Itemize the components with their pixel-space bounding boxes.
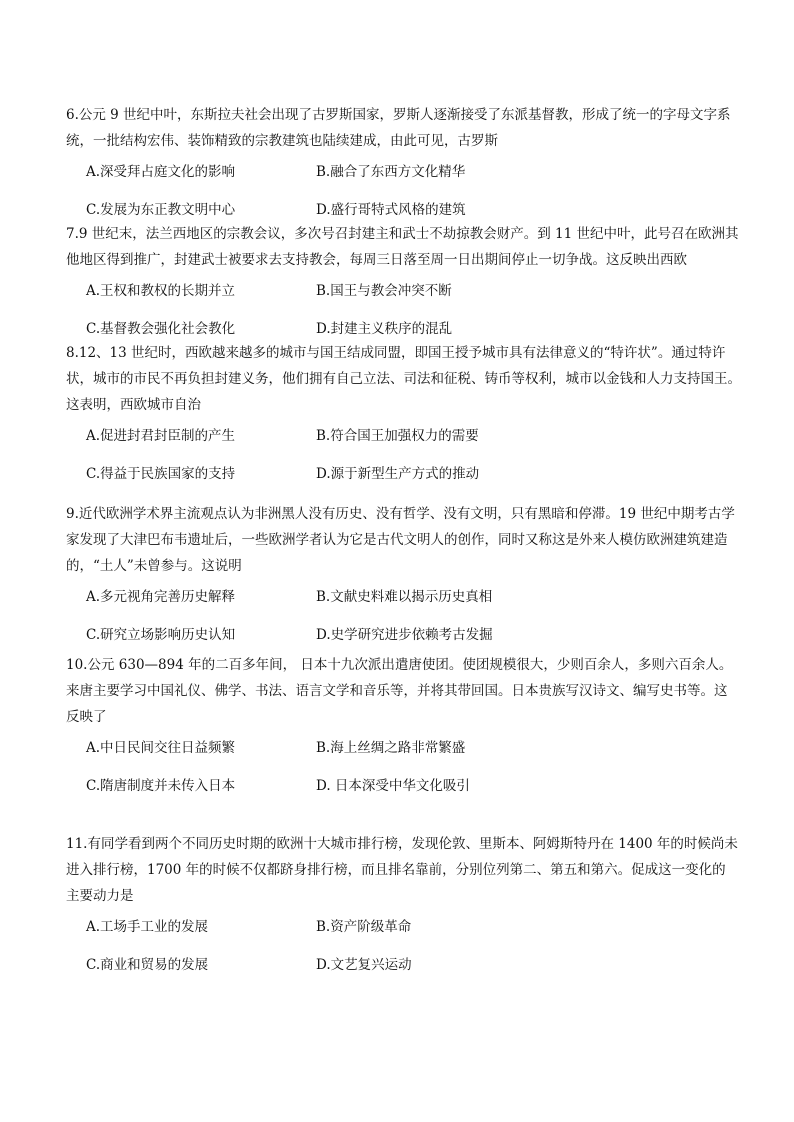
options-row (66, 198, 746, 222)
option-d[interactable]: D.封建主义秩序的混乱 (316, 321, 453, 337)
option-b[interactable]: B.符合国王加强权力的需要 (316, 428, 479, 444)
question-stem-line: 他地区得到推广，封建武士被要求去支持教会，每周三日落至周一日出期间停止一切争战。这反映出西欧 (66, 252, 687, 268)
option-a[interactable]: A.深受拜占庭文化的影响 (86, 164, 236, 180)
options-row (66, 915, 746, 939)
options-row (66, 160, 746, 184)
options-row (66, 585, 746, 609)
question-stem-line: 的，“土人”未曾参与。这说明 (66, 558, 242, 574)
question-stem-line: 7.9 世纪末，法兰西地区的宗教会议，多次号召封建主和武士不劫掠教会财产。到 11 世纪中叶，此号召在欧洲其 (66, 226, 739, 242)
options-row (66, 623, 746, 647)
question-stem-line: 9.近代欧洲学术界主流观点认为非洲黑人没有历史、没有哲学、没有文明，只有黑暗和停滞。19 世纪中期考古学 (66, 506, 735, 522)
option-c[interactable]: C.商业和贸易的发展 (86, 957, 209, 973)
question-stem-line: 6.公元 9 世纪中叶，东斯拉夫社会出现了古罗斯国家，罗斯人逐渐接受了东派基督教，形成了统一的字母文字系 (66, 107, 731, 123)
question-stem-line: 这表明，西欧城市自治 (66, 397, 201, 413)
question-stem-line: 进入排行榜，1700 年的时候不仅都跻身排行榜，而且排名靠前，分别位列第二、第五和第六。促成这一变化的 (66, 862, 726, 878)
question-stem-line: 家发现了大津巴布韦遗址后，一些欧洲学者认为它是古代文明人的创作，同时又称这是外来人模仿欧洲建筑建造 (66, 532, 728, 548)
options-row (66, 279, 746, 303)
question-8 (66, 340, 746, 486)
question-7 (66, 221, 746, 341)
option-c[interactable]: C.隋唐制度并未传入日本 (86, 778, 236, 794)
option-b[interactable]: B.资产阶级革命 (316, 919, 412, 935)
question-stem-line: 统，一批结构宏伟、装饰精致的宗教建筑也陆续建成，由此可见，古罗斯 (66, 133, 498, 149)
option-d[interactable]: D.源于新型生产方式的推动 (316, 466, 480, 482)
options-row (66, 317, 746, 341)
question-10 (66, 652, 746, 798)
option-d[interactable]: D.盛行哥特式风格的建筑 (316, 202, 466, 218)
options-row (66, 774, 746, 798)
option-a[interactable]: A.促进封君封臣制的产生 (86, 428, 236, 444)
question-stem-line: 8.12、13 世纪时，西欧越来越多的城市与国王结成同盟，即国王授予城市具有法律意义的“特许状”。通过特许 (66, 345, 726, 361)
option-d[interactable]: D.文艺复兴运动 (316, 957, 412, 973)
question-6 (66, 102, 746, 222)
options-row (66, 424, 746, 448)
option-a[interactable]: A.多元视角完善历史解释 (86, 589, 236, 605)
question-stem-line: 10.公元 630—894 年的二百多年间， 日本十九次派出遣唐使团。使团规模很大，少则百余人，多则六百余人。 (66, 657, 733, 673)
question-stem-line: 主要动力是 (66, 888, 134, 904)
options-row (66, 736, 746, 760)
option-a[interactable]: A.工场手工业的发展 (86, 919, 209, 935)
options-row (66, 462, 746, 486)
option-a[interactable]: A.中日民间交往日益频繁 (86, 740, 236, 756)
question-stem-line: 来唐主要学习中国礼仪、佛学、书法、语言文学和音乐等，并将其带回国。日本贵族写汉诗文、编写史书等。这 (66, 683, 728, 699)
option-c[interactable]: C.研究立场影响历史认知 (86, 627, 236, 643)
question-stem-line: 状，城市的市民不再负担封建义务，他们拥有自己立法、司法和征税、铸币等权利，城市以金钱和人力支持国王。 (66, 371, 741, 387)
option-c[interactable]: C.得益于民族国家的支持 (86, 466, 236, 482)
option-c[interactable]: C.发展为东正教文明中心 (86, 202, 236, 218)
option-b[interactable]: B.文献史料难以揭示历史真相 (316, 589, 493, 605)
option-b[interactable]: B.海上丝绸之路非常繁盛 (316, 740, 466, 756)
option-b[interactable]: B.融合了东西方文化精华 (316, 164, 466, 180)
question-stem-line: 11.有同学看到两个不同历史时期的欧洲十大城市排行榜，发现伦敦、里斯本、阿姆斯特丹在 1400 年的时候尚未 (66, 836, 738, 852)
question-stem-line: 反映了 (66, 709, 107, 725)
options-row (66, 953, 746, 977)
option-d[interactable]: D.史学研究进步依赖考古发掘 (316, 627, 493, 643)
option-d[interactable]: D. 日本深受中华文化吸引 (316, 778, 470, 794)
option-b[interactable]: B.国王与教会冲突不断 (316, 283, 452, 299)
question-11 (66, 831, 746, 977)
question-9 (66, 501, 746, 647)
option-a[interactable]: A.王权和教权的长期并立 (86, 283, 236, 299)
option-c[interactable]: C.基督教会强化社会教化 (86, 321, 236, 337)
